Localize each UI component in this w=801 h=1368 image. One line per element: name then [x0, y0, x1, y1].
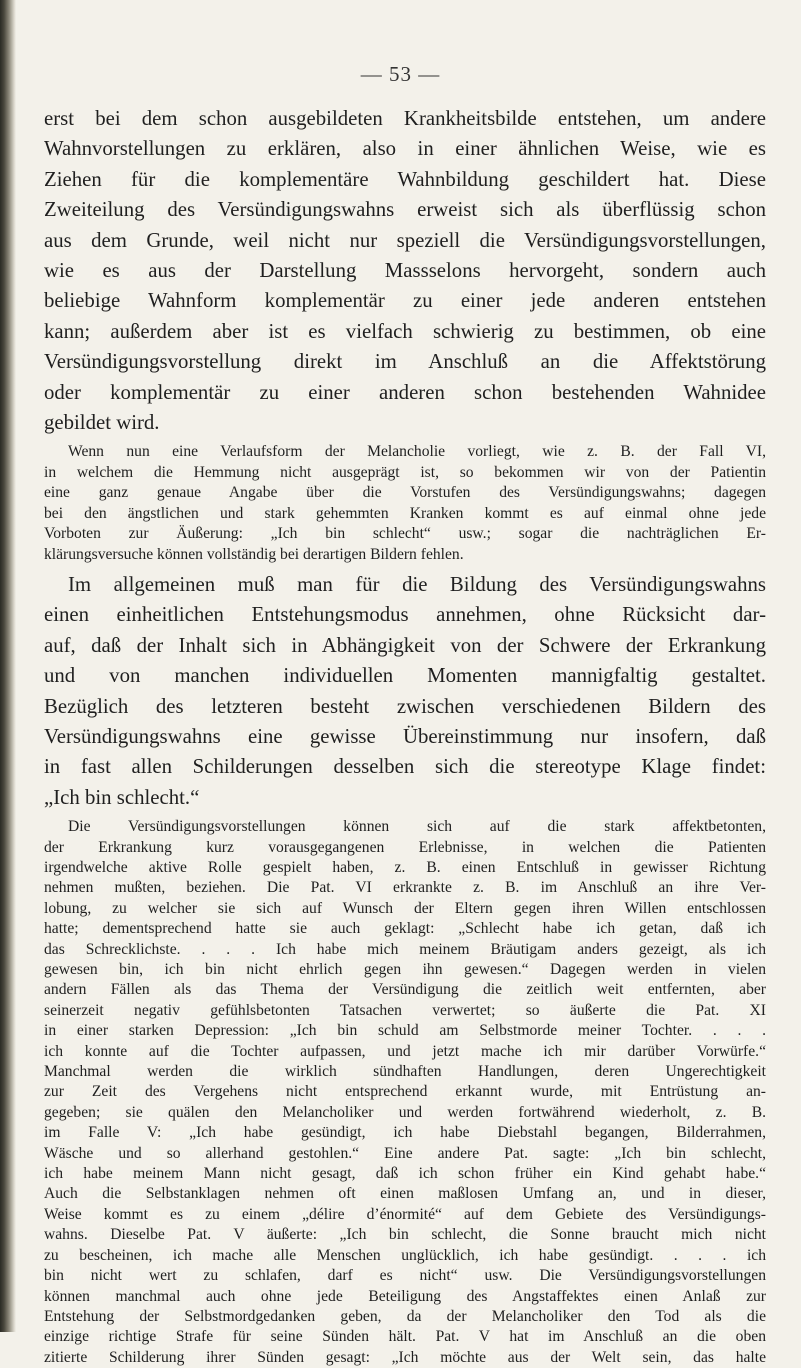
text-line: gebildet wird. [44, 411, 160, 435]
text-line: oder komplementär zu einer anderen schon bestehenden Wahnidee [44, 380, 766, 404]
text-line: und von manchen individuellen Momenten mannigfaltig gestaltet. [44, 664, 766, 688]
text-line: Versündigungsvorstellung direkt im Anschluß an die Affektstörung [44, 350, 766, 374]
text-line: beliebige Wahnform komplementär zu einer jede anderen entstehen [44, 289, 766, 313]
text-line: zitierte Schilderung ihrer Sünden gesagt: „Ich möchte aus der Welt sein, das halte [44, 1348, 766, 1366]
text-line: in einer starken Depression: „Ich bin schuld am Selbstmorde meiner Tochter. . . . [44, 1022, 766, 1040]
text-line: wahns. Dieselbe Pat. V äußerte: „Ich bin schlecht, die Sonne braucht mich nicht [44, 1226, 766, 1244]
text-line: kann; außerdem aber ist es vielfach schwierig zu bestimmen, ob eine [44, 319, 766, 343]
text-line: in welchem die Hemmung nicht ausgeprägt ist, so bekommen wir von der Patientin [44, 463, 766, 481]
text-line: Vorboten zur Äußerung: „Ich bin schlecht“ usw.; sogar die nachträglichen Er- [44, 525, 766, 543]
page-body [44, 104, 766, 1368]
text-line: klärungsversuche können vollständig bei derartigen Bildern fehlen. [44, 545, 464, 563]
text-line: in fast allen Schilderungen desselben sich die stereotype Klage findet: [44, 755, 766, 779]
text-line: bei den ängstlichen und stark gehemmten Kranken kommt es auf einmal ohne jede [44, 504, 766, 522]
page-number: — 53 — [360, 62, 441, 86]
text-line: gewesen bin, ich bin nicht ehrlich gegen ihn gewesen.“ Dagegen werden in vielen [44, 961, 766, 978]
text-line: einzige richtige Strafe für seine Sünden hält. Pat. V hat im Anschluß an die oben [44, 1328, 766, 1346]
text-line: seinerzeit negativ gefühlsbetonten Tatsachen verwertet; so äußerte die Pat. XI [44, 1001, 766, 1019]
text-line: Wäsche und so allerhand gestohlen.“ Eine andere Pat. sagte: „Ich bin schlecht, [44, 1144, 766, 1162]
text-line: ich konnte auf die Tochter aufpassen, und jetzt mache ich mir darüber Vorwürfe.“ [44, 1042, 766, 1060]
text-line: lobung, zu welcher sie sich auf Wunsch der Eltern gegen ihren Willen entschlossen [44, 899, 766, 917]
page-binding-edge [0, 0, 16, 1332]
text-line: Ziehen für die komplementäre Wahnbildung geschildert hat. Diese [44, 167, 766, 191]
text-line: Auch die Selbstanklagen nehmen oft einen maßlosen Umfang an, und in dieser, [44, 1185, 766, 1203]
text-line: gegeben; sie quälen den Melancholiker und werden fortwährend wiederholt, z. B. [44, 1103, 766, 1121]
text-line: Manchmal werden die wirklich sündhaften Handlungen, deren Ungerechtigkeit [44, 1063, 766, 1081]
text-line: Im allgemeinen muß man für die Bildung des Versündigungswahns [68, 572, 766, 596]
text-line: ich habe meinem Mann nicht gesagt, daß ich schon früher ein Kind gehabt habe.“ [44, 1165, 766, 1183]
text-line: zu bescheinen, ich mache alle Menschen unglücklich, ich habe gesündigt. . . . ich [44, 1246, 766, 1264]
text-line: Wenn nun eine Verlaufsform der Melancholie vorliegt, wie z. B. der Fall VI, [68, 443, 766, 461]
text-line: hatte; dementsprechend hatte sie auch geklagt: „Schlecht habe ich getan, daß ich [44, 920, 766, 938]
text-line: Wahnvorstellungen zu erklären, also in einer ähnlichen Weise, wie es [44, 137, 766, 161]
text-line: der Erkrankung kurz vorausgegangenen Erlebnisse, in welchen die Patienten [44, 838, 766, 856]
text-line: auf, daß der Inhalt sich in Abhängigkeit von der Schwere der Erkrankung [44, 633, 766, 657]
text-line: Zweiteilung des Versündigungswahns erweist sich als überflüssig schon [44, 198, 766, 222]
text-line: einen einheitlichen Entstehungsmodus annehmen, ohne Rücksicht dar- [44, 603, 766, 627]
text-line: eine ganz genaue Angabe über die Vorstufen des Versündigungswahns; dagegen [44, 484, 766, 502]
text-line: Bezüglich des letzteren besteht zwischen verschiedenen Bildern des [44, 694, 766, 718]
text-line: irgendwelche aktive Rolle gespielt haben, z. B. einen Entschluß in gewisser Richtung [44, 858, 766, 876]
text-line: bin nicht wert zu schlafen, darf es nicht“ usw. Die Versündigungsvorstellungen [44, 1267, 766, 1285]
text-line: andern Fällen als das Thema der Versündigung die zeitlich weit entfernten, aber [44, 981, 766, 999]
text-line: nehmen mußten, beziehen. Die Pat. VI erkrankte z. B. im Anschluß an ihre Ver- [44, 879, 766, 897]
text-line: Entstehung der Selbstmordgedanken geben, da der Melancholiker den Tod als die [44, 1307, 766, 1325]
text-line: „Ich bin schlecht.“ [44, 785, 200, 809]
text-line: das Schrecklichste. . . . Ich habe mich meinem Bräutigam anders gezeigt, als ich [44, 940, 766, 958]
text-line: zur Zeit des Vergehens nicht entsprechend erkannt wurde, mit Entrüstung an- [44, 1083, 766, 1101]
text-line: wie es aus der Darstellung Massselons hervorgeht, sondern auch [44, 259, 766, 283]
paragraph-main-1 [44, 104, 766, 438]
text-line: Die Versündigungsvorstellungen können sich auf die stark affektbetonten, [68, 818, 766, 836]
paragraph-main-2 [44, 570, 766, 813]
text-line: Weise kommt es zu einem „délire d’énormité“ auf dem Gebiete des Versündigungs- [44, 1205, 766, 1223]
text-line: aus dem Grunde, weil nicht nur speziell die Versündigungsvorstellungen, [44, 228, 766, 252]
paragraph-note-1 [44, 442, 766, 564]
text-line: Versündigungswahns eine gewisse Übereinstimmung nur insofern, daß [44, 724, 766, 748]
text-line: im Falle V: „Ich habe gesündigt, ich habe Diebstahl begangen, Bilderrahmen, [44, 1124, 766, 1142]
text-line: können manchmal auch ohne jede Beteiligung des Angstaffektes einen Anlaß zur [44, 1287, 766, 1305]
text-line: erst bei dem schon ausgebildeten Krankheitsbilde entstehen, um andere [44, 107, 766, 130]
paragraph-note-2 [44, 817, 766, 1368]
